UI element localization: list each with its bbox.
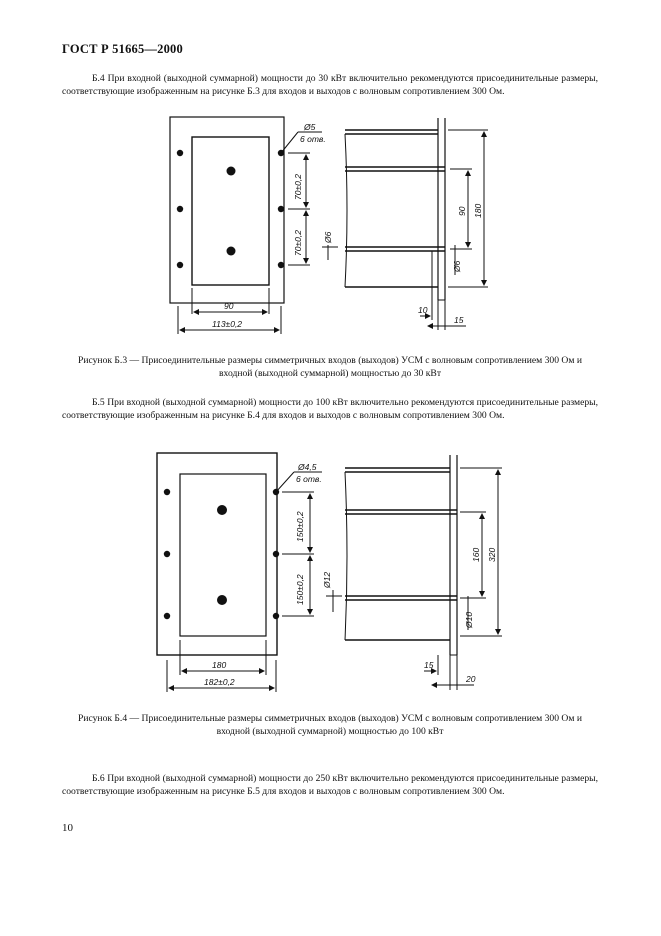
caption-figure-b3: Рисунок Б.3 — Присоединительные размеры симметричных входов (выходов) УСМ с волновым сопротивлением 300 Ом и входной (выходной суммарной) мощностью до 30 кВт	[78, 355, 582, 380]
b4-dim-width-inner: 180	[212, 660, 227, 670]
b3-flange-outline	[170, 117, 284, 303]
b3-dim-lower: 70±0,2	[293, 230, 303, 256]
b3-dim-tube-left: Ø6	[323, 231, 333, 243]
b3-dim-bottom-a: 10	[418, 305, 428, 315]
b4-hole-dia-label: Ø4,5	[298, 462, 317, 472]
b3-dim-width-inner: 90	[224, 301, 234, 311]
b4-flange-outline	[157, 453, 277, 655]
b4-insulator-plate	[180, 474, 266, 636]
b4-dim-bottom-a: 15	[424, 660, 434, 670]
b3-dim-upper: 70±0,2	[293, 174, 303, 200]
paragraph-b4: Б.4 При входной (выходной суммарной) мощности до 30 кВт включительно рекомендуются присоединительные размеры, соответствующие изображенным на рисунке Б.3 для входов и выходов с волновым сопротивлением 300 Ом.	[62, 73, 598, 98]
b3-dim-tube-right: Ø6	[452, 260, 462, 272]
b4-dim-lower: 150±0,2	[295, 574, 305, 605]
paragraph-b6: Б.6 При входной (выходной суммарной) мощности до 250 кВт включительно рекомендуются присоединительные размеры, соответствующие изображенным на рисунке Б.5 для входов и выходов с волновым сопротивлением 300 Ом.	[62, 773, 598, 798]
b4-dim-tube-left: Ø12	[322, 571, 332, 588]
b4-dim-total: 320	[487, 547, 497, 562]
figure-b4-drawing	[0, 445, 661, 695]
b3-insulator-plate	[192, 137, 269, 285]
b4-dim-bottom-b: 20	[466, 674, 476, 684]
document-header: ГОСТ Р 51665—2000	[62, 42, 183, 56]
b4-hole-count-label: 6 отв.	[296, 474, 322, 484]
b3-hole-dia-label: Ø5	[304, 122, 316, 132]
caption-figure-b4: Рисунок Б.4 — Присоединительные размеры симметричных входов (выходов) УСМ с волновым сопротивлением 300 Ом и входной (выходной суммарной) мощностью до 100 кВт	[78, 713, 582, 738]
b3-dim-total: 180	[473, 203, 483, 218]
b4-center-terminals	[217, 505, 227, 605]
b4-dim-width-outer: 182±0,2	[204, 677, 235, 687]
paragraph-b5: Б.5 При входной (выходной суммарной) мощности до 100 кВт включительно рекомендуются присоединительные размеры, соответствующие изображенным на рисунке Б.4 для входов и выходов с волновым сопротивлением 300 Ом.	[62, 397, 598, 422]
figure-b3-drawing	[0, 110, 661, 340]
b4-dim-tube-right: Ø10	[464, 611, 474, 628]
b4-dim-upper: 150±0,2	[295, 511, 305, 542]
b3-dim-spacing: 90	[457, 206, 467, 216]
b3-hole-count-label: 6 отв.	[300, 134, 326, 144]
page-number: 10	[62, 822, 73, 834]
b3-dim-width-outer: 113±0,2	[212, 319, 243, 329]
b3-center-terminals	[227, 167, 236, 256]
b3-dim-bottom-b: 15	[454, 315, 464, 325]
b4-dim-spacing: 160	[471, 547, 481, 562]
